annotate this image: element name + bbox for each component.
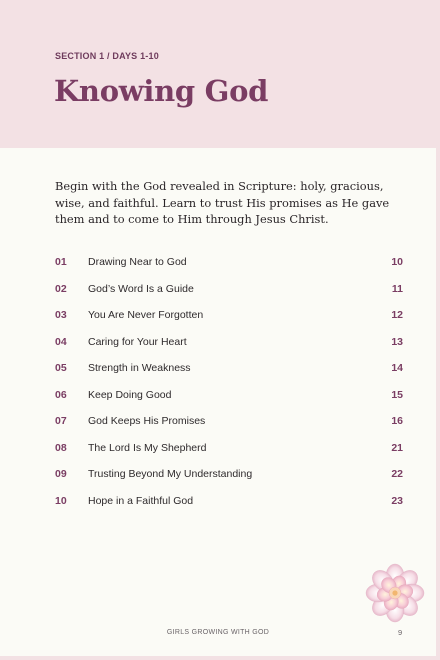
toc-row[interactable]: [55, 464, 405, 491]
toc-row[interactable]: [55, 438, 405, 465]
toc-page-number: 15: [391, 388, 403, 401]
toc-title: Keep Doing Good: [88, 388, 172, 401]
toc-row[interactable]: [55, 305, 405, 332]
section-label: SECTION 1 / DAYS 1-10: [55, 51, 159, 61]
toc-page-number: 14: [391, 362, 403, 374]
toc-page-number: 10: [391, 256, 403, 268]
toc-row[interactable]: [55, 279, 405, 306]
toc-title: Hope in a Faithful God: [88, 494, 194, 507]
toc-page-number: 22: [391, 468, 403, 480]
toc-page-number: 11: [391, 282, 403, 295]
toc-title: God’s Word Is a Guide: [88, 282, 194, 295]
toc-row[interactable]: [55, 411, 405, 438]
toc-page-number: 12: [391, 309, 403, 321]
toc-page-number: 21: [391, 441, 403, 454]
toc-day-number: 09: [55, 468, 67, 480]
intro-paragraph: Begin with the God revealed in Scripture: holy, gracious, wise, and faithful. Learn to trust His promises as He gave them and to come to Him through Jesus Christ.: [55, 179, 390, 226]
toc-row[interactable]: [55, 491, 405, 518]
toc-day-number: 06: [55, 388, 67, 401]
toc-title: Strength in Weakness: [88, 362, 191, 374]
toc-day-number: 02: [55, 282, 67, 295]
toc-title: The Lord Is My Shepherd: [88, 441, 207, 454]
toc-title: Trusting Beyond My Understanding: [88, 468, 253, 480]
flower-icon: [365, 563, 425, 623]
section-header: [0, 0, 440, 150]
toc-day-number: 05: [55, 362, 67, 374]
footer-book-title: GIRLS GROWING WITH GOD: [166, 629, 270, 636]
toc-day-number: 08: [55, 441, 67, 454]
page-title: Knowing God: [54, 74, 269, 108]
toc-page-number: 23: [391, 494, 403, 507]
toc-page-number: 16: [391, 415, 403, 427]
toc-row[interactable]: [55, 332, 405, 359]
toc-title: Drawing Near to God: [88, 256, 187, 268]
toc-row[interactable]: [55, 252, 405, 279]
toc-day-number: 03: [55, 309, 67, 321]
toc-day-number: 01: [55, 256, 67, 268]
content-panel: [0, 148, 436, 656]
toc-row[interactable]: [55, 385, 405, 412]
toc-day-number: 04: [55, 335, 67, 348]
toc-day-number: 10: [55, 494, 67, 507]
toc-title: God Keeps His Promises: [88, 415, 206, 427]
toc-page-number: 13: [391, 335, 403, 348]
table-of-contents: [55, 252, 405, 517]
toc-row[interactable]: [55, 358, 405, 385]
toc-title: Caring for Your Heart: [88, 335, 187, 348]
toc-title: You Are Never Forgotten: [88, 309, 204, 321]
page-number: 9: [398, 628, 403, 637]
toc-day-number: 07: [55, 415, 67, 427]
